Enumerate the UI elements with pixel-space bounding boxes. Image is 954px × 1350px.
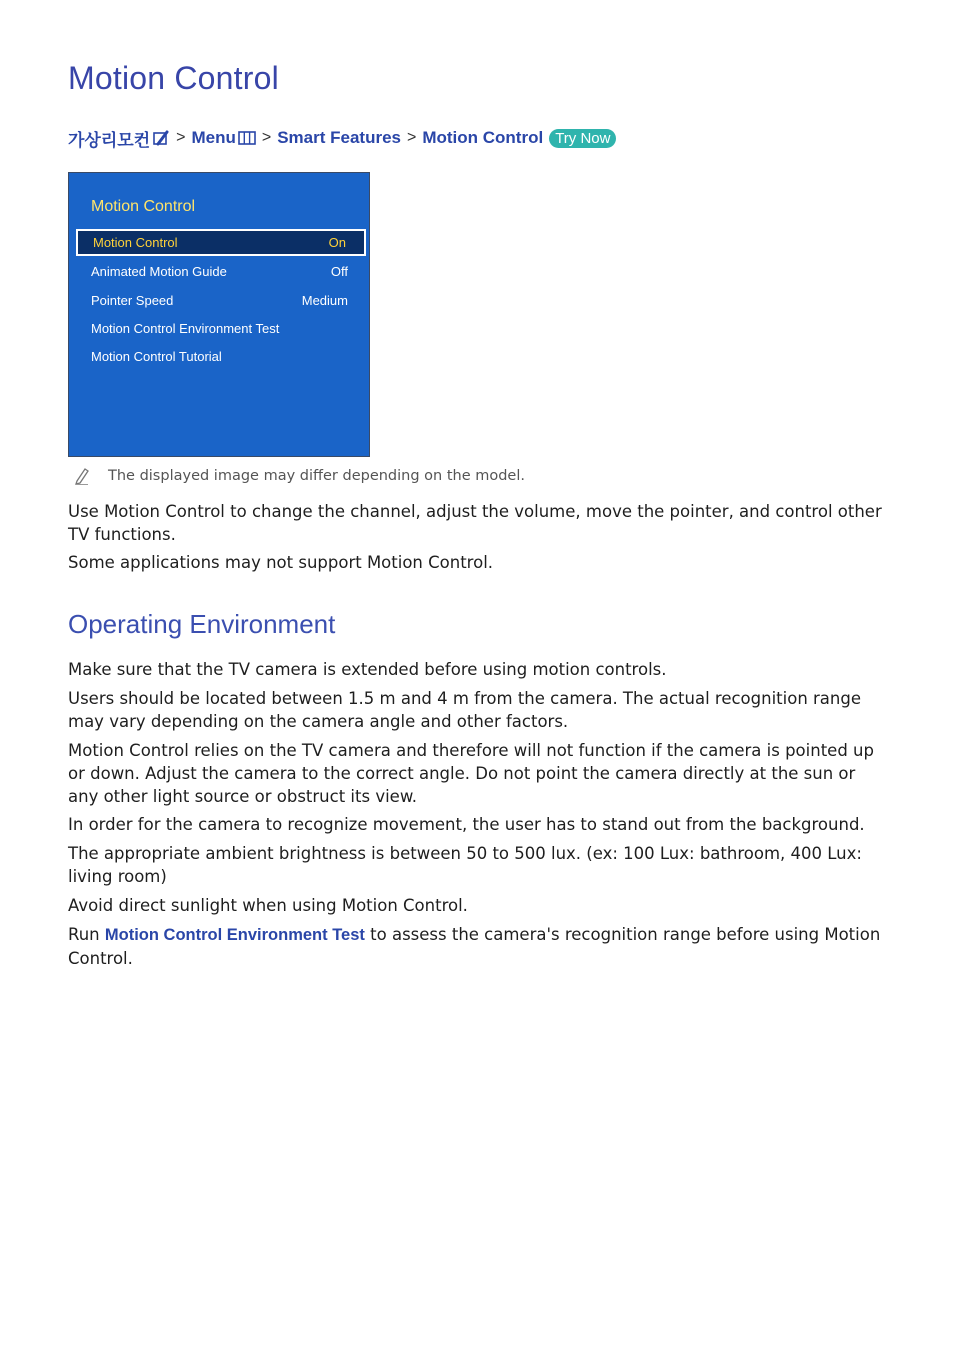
chevron-right-icon: > <box>176 129 186 146</box>
chevron-right-icon: > <box>261 129 272 146</box>
breadcrumb-item-menu[interactable]: Menu <box>191 128 236 147</box>
remote-control-icon <box>152 130 170 146</box>
intro-paragraph: Some applications may not support Motion Control. <box>68 553 494 572</box>
breadcrumb-item-smart-features[interactable]: Smart Features <box>277 128 401 147</box>
tv-menu-row-value: On <box>328 235 346 250</box>
environment-test-link[interactable]: Motion Control Environment Test <box>104 926 365 944</box>
pencil-icon <box>74 467 90 485</box>
last-prefix: Run <box>68 925 105 944</box>
section-paragraph: Motion Control relies on the TV camera and therefore will not function if the camera is pointed up or down. Adjust the camera to the correct angle. Do not point the camera directly at the sun or any other light source or obstruct its view. <box>68 741 874 806</box>
tv-menu-row-motion-control <box>76 229 366 256</box>
image-note <box>74 467 525 485</box>
note-text: The displayed image may differ depending on the model. <box>108 468 525 484</box>
intro-paragraph: Use Motion Control to change the channel, adjust the volume, move the pointer, and control other TV functions. <box>68 502 882 544</box>
section-paragraph: Make sure that the TV camera is extended before using motion controls. <box>68 660 667 679</box>
section-paragraph: Avoid direct sunlight when using Motion Control. <box>68 896 468 915</box>
try-now-button[interactable]: Try Now <box>549 129 616 148</box>
tv-menu-row-label: Animated Motion Guide <box>91 264 227 279</box>
last-suffix: to assess the camera's recognition range before using Motion Control. <box>68 925 881 968</box>
page-title: Motion Control <box>68 60 279 96</box>
chevron-right-icon: > <box>406 129 417 146</box>
menu-icon <box>238 131 256 145</box>
tv-menu-screenshot <box>68 172 370 457</box>
tv-menu-row-value: Medium <box>301 293 348 308</box>
breadcrumb-item-motion-control[interactable]: Motion Control <box>422 128 544 147</box>
tv-menu-row-pointer-speed <box>76 287 366 314</box>
section-paragraph: The appropriate ambient brightness is between 50 to 500 lux. (ex: 100 Lux: bathroom, 400 Lux: living room) <box>68 844 862 886</box>
tv-menu-row-animated-motion-guide <box>76 258 366 285</box>
breadcrumb-item-remote[interactable]: 가상리모컨 <box>68 130 151 150</box>
tv-menu-row-value: Off <box>330 264 348 279</box>
section-title: Operating Environment <box>68 609 336 639</box>
section-paragraph: In order for the camera to recognize movement, the user has to stand out from the background. <box>68 815 865 834</box>
tv-menu-row-label: Pointer Speed <box>91 293 174 308</box>
section-paragraph-last <box>68 923 888 970</box>
tv-menu-row-label: Motion Control <box>93 235 178 250</box>
tv-menu-row-label: Motion Control Environment Test <box>91 321 280 336</box>
section-paragraph: Users should be located between 1.5 m and 4 m from the camera. The actual recognition range may vary depending on the camera angle and other factors. <box>68 689 861 731</box>
breadcrumb <box>68 126 616 150</box>
tv-menu-row-label: Motion Control Tutorial <box>91 349 222 364</box>
tv-menu-row-environment-test <box>76 315 366 342</box>
tv-menu-row-tutorial <box>76 343 366 370</box>
tv-menu-title: Motion Control <box>91 198 196 215</box>
